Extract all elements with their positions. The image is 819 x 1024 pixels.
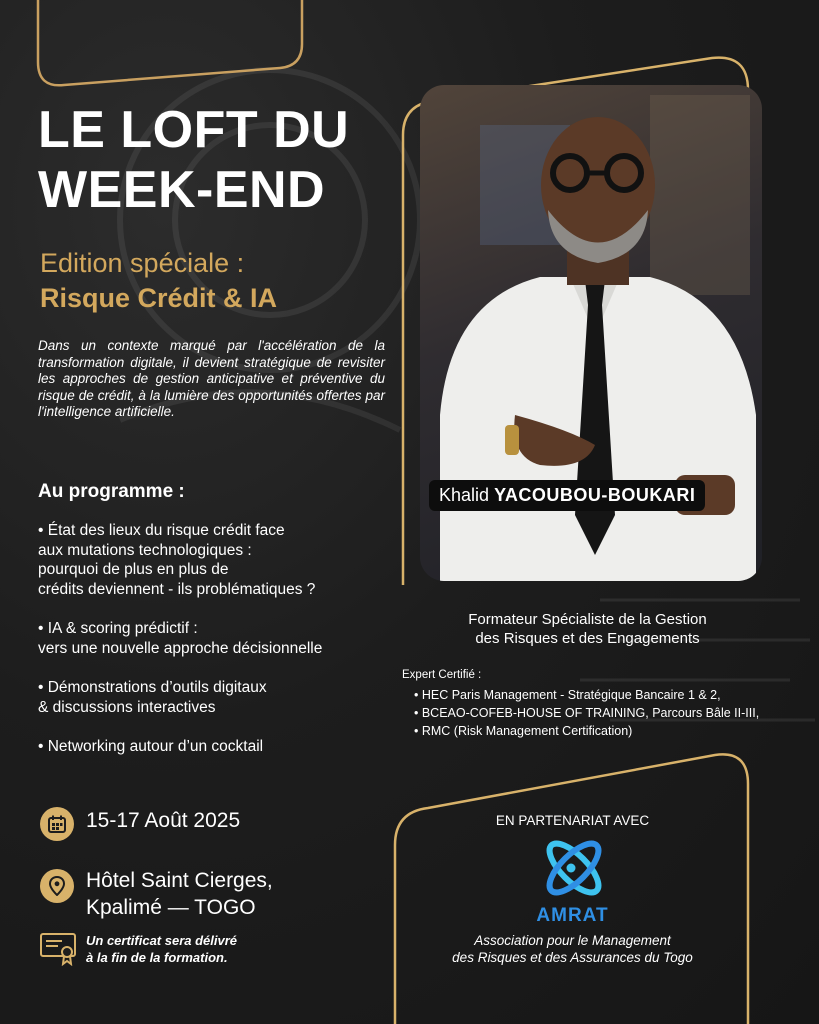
partner-label: EN PARTENARIAT AVEC xyxy=(495,813,650,828)
certification-item: • BCEAO-COFEB-HOUSE OF TRAINING, Parcours Bâle II-III, xyxy=(414,706,760,720)
topic-subtitle: Risque Crédit & IA xyxy=(40,283,278,313)
role-line-2: des Risques et des Engagements xyxy=(475,630,700,647)
certification-list xyxy=(414,686,759,740)
certification-item: • RMC (Risk Management Certification) xyxy=(414,724,633,738)
event-date: 15-17 Août 2025 xyxy=(86,809,241,832)
role-line-1: Formateur Spécialiste de la Gestion xyxy=(468,611,707,628)
certificate-line-2: à la fin de la formation. xyxy=(86,950,228,965)
amrat-logo-icon xyxy=(538,832,610,904)
page-title xyxy=(38,100,349,220)
venue-row xyxy=(40,867,273,921)
speaker-first-name: Khalid xyxy=(439,485,490,505)
certification-item: • HEC Paris Management - Stratégique Bancaire 1 & 2, xyxy=(414,688,721,702)
programme-item: • État des lieux du risque crédit face aux mutations technologiques : pourquoi de plus en plus de crédits deviennent - ils problématiques ? xyxy=(38,522,316,598)
certificate-line-1: Un certificat sera délivré xyxy=(86,933,238,948)
edition-subtitle: Edition spéciale : xyxy=(40,248,245,278)
amrat-logo-text: AMRAT xyxy=(536,905,609,926)
partner-org-name: Association pour le Management des Risques et des Assurances du Togo xyxy=(452,933,693,965)
venue-line-1: Hôtel Saint Cierges, xyxy=(86,869,273,892)
speaker-role xyxy=(425,610,750,648)
title-line-1: LE LOFT DU xyxy=(38,101,350,159)
expert-label: Expert Certifié : xyxy=(402,669,482,681)
speaker-name-tag xyxy=(429,480,705,511)
programme-list xyxy=(38,521,398,777)
speaker-last-name: YACOUBOU-BOUKARI xyxy=(494,485,696,505)
intro-paragraph: Dans un contexte marqué par l'accélération de la transformation digitale, il devient stratégique de revisiter les approches de gestion anticipative et préventive du risque de crédit, à la lumière des opportunités offertes par l'intelligence artificielle. xyxy=(38,338,385,419)
programme-item: • Networking autour d’un cocktail xyxy=(38,738,264,755)
certificate-icon xyxy=(40,932,76,971)
date-row xyxy=(40,807,240,841)
event-venue xyxy=(86,867,273,921)
certificate-row xyxy=(40,932,237,971)
title-line-2: WEEK-END xyxy=(38,161,326,219)
programme-title: Au programme : xyxy=(38,481,185,502)
programme-item: • IA & scoring prédictif : vers une nouvelle approche décisionnelle xyxy=(38,620,323,657)
certificate-note xyxy=(86,932,237,966)
calendar-icon xyxy=(40,807,74,841)
venue-line-2: Kpalimé — TOGO xyxy=(86,896,256,919)
location-pin-icon xyxy=(40,869,74,903)
programme-item: • Démonstrations d’outils digitaux & discussions interactives xyxy=(38,679,267,716)
